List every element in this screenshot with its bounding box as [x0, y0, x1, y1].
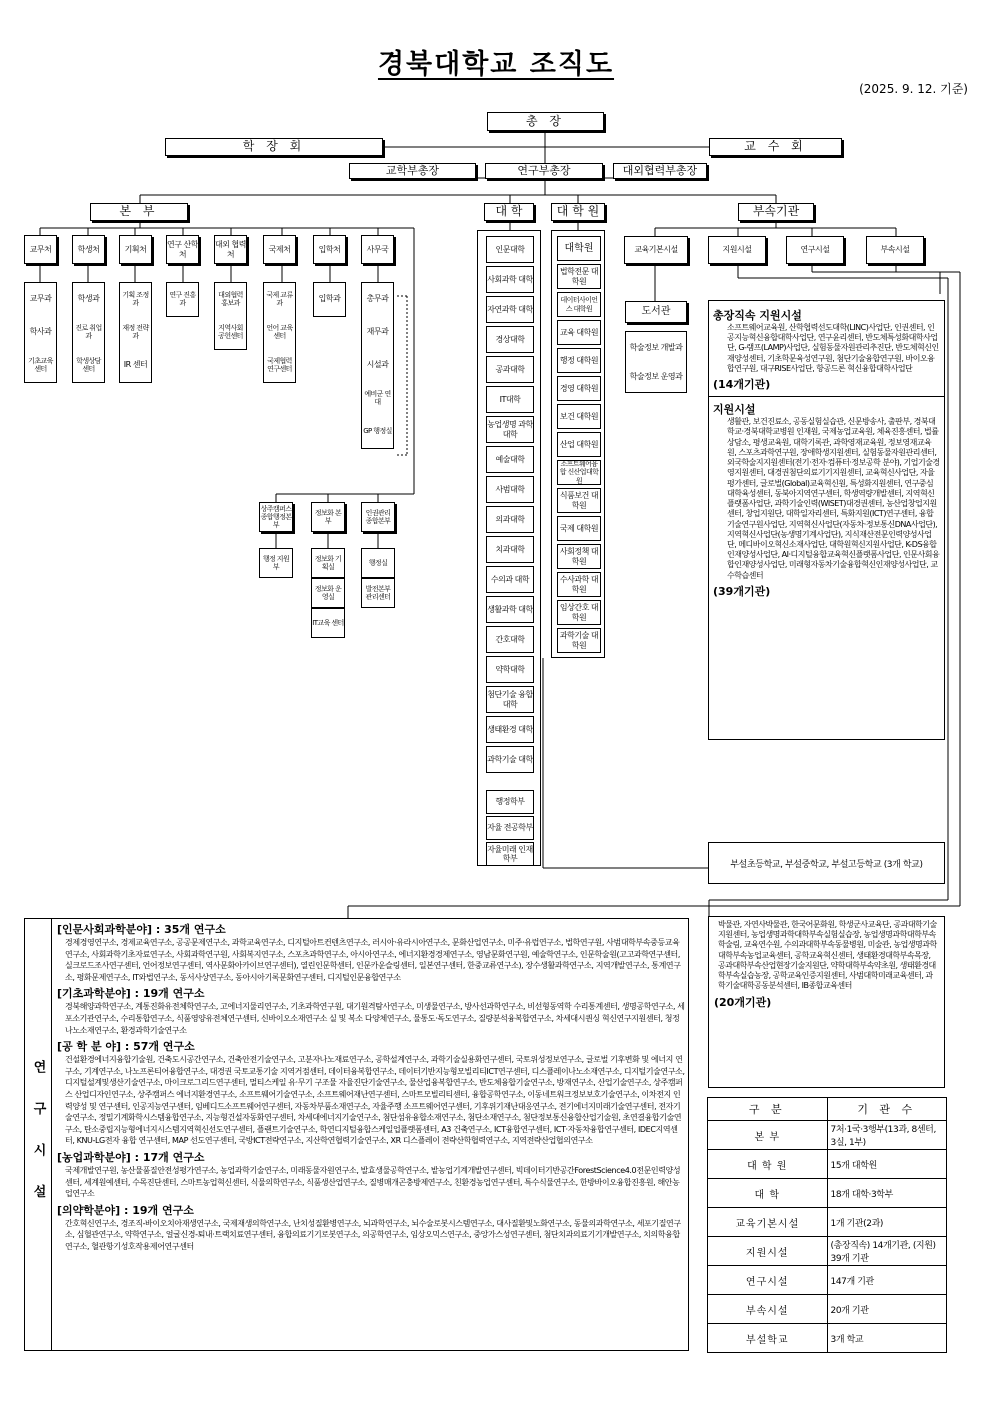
hq-lower-unit-1: 정보화 본부	[311, 502, 345, 532]
summary-row-3	[708, 1208, 947, 1237]
research-field-3	[57, 1149, 685, 1200]
college-item-3: 경상대학	[486, 326, 534, 353]
summary-row-4-value: (총장직속) 14개기관, (지원) 39개 기관	[827, 1237, 947, 1266]
hq-sub-unit-7-4: GP 행정실	[362, 416, 393, 446]
reference-date: (2025. 9. 12. 기준)	[859, 82, 968, 96]
annex-panel	[708, 916, 945, 1088]
summary-row-0-label: 본 부	[708, 1121, 828, 1150]
research-field-4	[57, 1202, 685, 1253]
hq-lower-unit-0: 상주캠퍼스 종합행정본부	[259, 502, 293, 532]
hq-sub-unit-4-0: 대외협력 홍보과	[215, 284, 246, 314]
research-field-list-0: 경제경영연구소, 경제교육연구소, 공공문제연구소, 과학교육연구소, 디지털아트컨텐츠연구소, 러시아·유라시아연구소, 문화산업연구소, 미주·유럽연구소, 법학연구원, 사범대학부속중등교육연구소, 사회과학기초자료연구소, 사회과학연구원, 사회복지연구소, 스포츠과학연구소, 아시아연구소, 에너지환경경제연구소, 영남문화연구원, 예술학연구소, 인문학술원(고고과학연구센터, 실크로드조사연구센터, 언어정보연구센터, 역사문화아카이브연구센터), 열린인문학센터, 인문카운슬링센터, 일본연구센터, 한중교류연구소), 장수생활과학연구소, 지역개발연구소, 통계연구소, 평화문제연구소, IT와법연구소, 동서사상연구소, 동아시아기록문화연구센터, 디지털인문융합연구소	[65, 938, 681, 982]
summary-row-0-value: 7처·1국·3행부(13과, 8센터, 3실, 1부)	[827, 1121, 947, 1150]
grad-school-item-14: 과학기술 대학원	[557, 628, 601, 653]
grad-school-item-11: 사회정책 대학원	[557, 544, 601, 569]
hq-sub-unit-1-2: 학생상담 센터	[73, 350, 104, 380]
college-item-17: 과학기술 대학	[486, 746, 534, 773]
summary-row-6-label: 부속시설	[708, 1295, 828, 1324]
affiliated-box: 부속기관	[738, 203, 814, 221]
annex-count: (20개기관)	[714, 995, 772, 1009]
summary-row-7-value: 3개 학교	[827, 1324, 947, 1353]
library-ops-unit: 학술정보 운영과	[629, 364, 683, 390]
college-lower-item-1: 자율 전공학부	[486, 816, 534, 840]
college-item-16: 생태환경 대학	[486, 716, 534, 743]
hq-unit-0: 교무처	[24, 235, 57, 264]
summary-row-4	[708, 1237, 947, 1266]
summary-row-3-label: 교육기본시설	[708, 1208, 828, 1237]
headquarters-box: 본 부	[90, 203, 188, 221]
hq-sub-unit-1-0: 학생과	[73, 284, 104, 314]
hq-sub-unit-2-2: IR 센터	[120, 350, 151, 380]
summary-row-1-value: 15개 대학원	[827, 1150, 947, 1179]
hq-sub-unit-1-1: 진로 취업과	[73, 317, 104, 347]
grad-school-item-9: 식품보건 대학원	[557, 488, 601, 513]
hq-sub-unit-0-2: 기초교육 센터	[25, 350, 56, 380]
hq-unit-7: 사무국	[361, 235, 394, 264]
summary-row-1-label: 대 학 원	[708, 1150, 828, 1179]
hq-lower-sub-1-0: 정보화 기획실	[311, 548, 345, 578]
college-item-12: 생활과학 대학	[486, 596, 534, 623]
hq-lower-sub-2-1: 발전본부 관리센터	[361, 578, 395, 608]
summary-header-label: 구 분	[708, 1098, 828, 1121]
summary-row-5	[708, 1266, 947, 1295]
summary-row-1	[708, 1150, 947, 1179]
grad-school-item-5: 경영 대학원	[557, 376, 601, 401]
hq-unit-2: 기획처	[119, 235, 152, 264]
college-item-2: 자연과학 대학	[486, 296, 534, 323]
summary-row-6	[708, 1295, 947, 1324]
affiliated-category-3: 부속시설	[866, 236, 924, 264]
presidential-title: 총장직속 지원시설	[713, 309, 802, 322]
presidential-count: (14개기관)	[713, 378, 771, 392]
support-list: 생활관, 보건진료소, 공동실험실습관, 신문방송사, 출판부, 경북대학교·경북대학교병원 인재원, 국제농업교육원, 체육진흥센터, 법률상담소, 평생교육원, 대학기록관, 과학영재교육원, 정보영재교육원, 스포츠과학연구원, 장애학생지원센터, 실험동물자원관리센터, 외국학술지지원센터(전기·전자·컴퓨터·정보공학 분야), 기업기술경영지원센터, 대경권첨단의료기기지원센터, 교육혁신사업단, 자율평가센터, 글로벌(Global)교육혁신원, 특성화지원센터, 연구중심대학육성센터, 동북아지역연구센터, 학생역량개발센터, 지역혁신플랫폼사업단, 과학기술인력(WISET)대경권센터, 농산업창업지원센터, 창업지원단, 대학일자리센터, 특화지원(ICT)연구센터, 융합기술연구원사업단, 지역혁신사업단(자동차·정보통신DNA사업단), 지역혁신사업단(농생명기계사업단), 지식재산전문인력양성사업단, 메디바이오혁신소재사업단, 대학원혁신지원사업단, K-DS융합인재양성사업단, AI·디지털융합교육혁신플랫폼사업단, 인문사회융합인재양성사업단, 미래형자동차기술융합혁신인재양성사업단, 교수학습센터	[727, 417, 940, 580]
hq-unit-3: 연구 산학처	[166, 235, 199, 264]
grad-school-item-1: 법학전문 대학원	[557, 264, 601, 289]
summary-row-7	[708, 1324, 947, 1353]
college-item-9: 의과대학	[486, 506, 534, 533]
college-item-0: 인문대학	[486, 236, 534, 263]
hq-lower-sub-2-0: 행정실	[361, 548, 395, 578]
vp-research-box: 연구부총장	[485, 163, 603, 179]
college-item-11: 수의과 대학	[486, 566, 534, 593]
vp-external-box: 대외협력부총장	[613, 163, 707, 179]
grad-school-item-7: 산업 대학원	[557, 432, 601, 457]
research-field-list-2: 건설환경에너지융합기술원, 건축도시공간연구소, 건축안전기술연구소, 고분자나노재료연구소, 공학설계연구소, 과학기술실용화연구센터, 국토위성정보연구소, 글로벌 기후변화 및 에너지 연구소, 기계연구소, 나노프론티어융합연구소, 대경권 국토교통기술 지역거점센터, 데이터융복합연구소, 데이터기반지능형모빌리티ICT연구센터, 디스플레이나노소재연구소, 디지털기술연구소, 디지털설계및생산기술연구소, 마이크로그리드연구센터, 멀티스케일 유·무기 구조물 자율진단기술연구소, 물산업융복합연구소, 반도체융합기술연구소, 방재연구소, 산업기술연구소, 상주캠퍼스 산업디자인연구소, 상주캠퍼스 에너지환경연구소, 소프트웨어기술연구소, 소프트웨어재난연구센터, 스마트모빌리티센터, 융합공학연구소, 이동네트워크정보보호기술연구소, 이차전지 인력양성 및 연구센터, 인공지능연구센터, 임베디드소프트웨어연구센터, 자동차부품소재연구소, 자율주행 소프트웨어연구센터, 기후위기재난대응연구소, 전기에너지미래기술연구센터, 전자기술연구소, 정밀기계화학시스템융합연구소, 지능형건설자동화연구센터, 차세대에너지기술연구소, 첨단섬유융합소재연구소, 첨단소재연구소, 첨단정보통신융합산업기술원, 초연결융합기술연구소, 탄소중립지능형에너지시스템지역혁신선도연구센터, 플랜트기술연구소, 학연디지털융합스케일업플랫폼센터, A3 건축연구소, ICT융합연구센터, ICT·자동차융합연구센터, IDEC지역센터, KNU-LG전자 융합 연구센터, MAP 선도연구센터, 국방ICT전략연구소, 지산학연협력기술연구소, XR 디스플레이 전략산학협력연구소, 지역전략산업협의연구소	[65, 1055, 685, 1146]
research-vertical-label: 연 구 시 설	[30, 1059, 46, 1210]
colleges-box: 대 학	[484, 203, 534, 221]
hq-lower-sub-0-0: 행정 지원부	[259, 548, 293, 578]
grad-school-item-13: 임상간호 대학원	[557, 600, 601, 625]
hq-sub-unit-0-0: 교무과	[25, 284, 56, 314]
summary-row-2-label: 대 학	[708, 1179, 828, 1208]
hq-unit-4: 대외 협력처	[214, 235, 247, 264]
schools-text: 부설초등학교, 부설중학교, 부설고등학교 (3개 학교)	[730, 859, 923, 870]
college-item-5: IT대학	[486, 386, 534, 413]
hq-sub-unit-7-3: 예비군 연대	[362, 383, 393, 413]
college-item-13: 간호대학	[486, 626, 534, 653]
support-title: 지원시설	[713, 403, 756, 417]
college-item-6: 농업생명 과학대학	[486, 416, 534, 443]
research-field-2	[57, 1038, 685, 1147]
hq-sub-unit-5-2: 국제협력 연구센터	[264, 350, 295, 380]
hq-sub-unit-7-2: 시설과	[362, 350, 393, 380]
grad-schools-box: 대 학 원	[551, 203, 605, 221]
hq-sub-unit-7-1: 재무과	[362, 317, 393, 347]
hq-sub-unit-0-1: 학사과	[25, 317, 56, 347]
hq-sub-unit-7-0: 총무과	[362, 284, 393, 314]
vp-academic-box: 교학부총장	[349, 163, 476, 179]
summary-row-5-value: 147개 기관	[827, 1266, 947, 1295]
grad-school-item-8: 소프트웨어융합 신산업대학원	[557, 460, 601, 485]
summary-row-3-value: 1개 기관(2과)	[827, 1208, 947, 1237]
grad-school-item-12: 수사과학 대학원	[557, 572, 601, 597]
college-item-15: 첨단기술 융합대학	[486, 686, 534, 713]
grad-school-item-6: 보건 대학원	[557, 404, 601, 429]
support-count: (39개기관)	[713, 584, 771, 598]
summary-header-value: 기 관 수	[827, 1098, 947, 1121]
grad-school-item-0: 대학원	[557, 236, 601, 261]
college-lower-item-2: 자율미래 인재학부	[486, 842, 534, 866]
summary-row-2-value: 18개 대학·3학부	[827, 1179, 947, 1208]
college-item-1: 사회과학 대학	[486, 266, 534, 293]
research-field-0	[57, 921, 685, 983]
college-item-7: 예술대학	[486, 446, 534, 473]
research-label-column	[25, 919, 52, 1350]
hq-sub-unit-3-0: 연구 진흥과	[167, 284, 198, 314]
academic-council-box: 학 장 회	[165, 138, 383, 156]
summary-row-0	[708, 1121, 947, 1150]
grad-school-item-10: 국제 대학원	[557, 516, 601, 541]
research-field-title-1: [기초과학분야] : 19개 연구소	[57, 987, 205, 1001]
presidential-list: 소프트웨어교육원, 산학협력선도대학(LINC)사업단, 인권센터, 인공지능혁신융합대학사업단, 연구윤리센터, 반도체특성화대학사업단, G-램프(LAMP)사업단, 실험동물자원관리추진단, 반도체혁신인재양성센터, 기초학문육성연구원, 첨단기술융합연구원, 바이오융합연구원, 대구RISE사업단, 항공드론 혁신융합대학사업단	[727, 323, 939, 373]
summary-row-6-value: 20개 기관	[827, 1295, 947, 1324]
research-panel	[24, 918, 689, 1351]
college-item-4: 공과대학	[486, 356, 534, 383]
grad-school-item-2: 데이터사이언스 대학원	[557, 292, 601, 317]
faculty-council-box: 교 수 회	[709, 138, 842, 156]
library-dev-unit: 학술정보 개발과	[629, 335, 683, 361]
college-item-14: 약학대학	[486, 656, 534, 683]
college-item-8: 사범대학	[486, 476, 534, 503]
president-box: 총 장	[487, 112, 604, 131]
library-box: 도서관	[625, 301, 687, 323]
research-fields	[57, 919, 685, 1252]
summary-table	[707, 1097, 947, 1353]
grad-school-item-3: 교육 대학원	[557, 320, 601, 345]
page-title: 경북대학교 조직도	[377, 49, 615, 80]
summary-row-2	[708, 1179, 947, 1208]
affiliated-category-2: 연구시설	[786, 236, 844, 264]
hq-sub-unit-5-0: 국제 교류과	[264, 284, 295, 314]
research-field-title-0: [인문사회과학분야] : 35개 연구소	[57, 923, 226, 936]
college-lower-item-0: 행정학부	[486, 790, 534, 814]
research-field-list-1: 경북해양과학연구소, 계통진화유전체학연구소, 고에너지물리연구소, 기초과학연구원, 대기원격탐사연구소, 미생물연구소, 방사선과학연구소, 비선형동역학 수리통계센터, 생명공학연구소, 세포소기관연구소, 수리통합연구소, 식품영양유전체연구센터, 신바이오소재연구소 실 및 복소 다양체연구소, 물통도·독도연구소, 질량분석융복합연구소, 차세대시퀀싱 혁신연구지원센터, 청정나노소재연구소, 환경과학기술연구소	[65, 1002, 685, 1035]
summary-row-4-label: 지원시설	[708, 1237, 828, 1266]
hq-lower-unit-2: 인권관리 종합본부	[361, 502, 395, 532]
research-field-title-2: [공 학 분 야] : 57개 연구소	[57, 1040, 195, 1054]
hq-sub-unit-2-0: 기획 조정과	[120, 284, 151, 314]
research-field-list-4: 간호혁신연구소, 경조직-바이오치아재생연구소, 국제재생의학연구소, 난치성질환병연구소, 뇌과학연구소, 뇌수술로봇시스템연구소, 대사질환및노화연구소, 동물의과학연구소, 세포기질연구소, 심혈관연구소, 약학연구소, 얼굴신경-퇴내·트랙치료연구센터, 융합의료기기로봇연구소, 의공학연구소, 임상오믹스연구소, 중앙가스성연구센터, 첨단치과의료기기개발연구소, 치의학융합연구소, 혈관항기성호작용제어연구센터	[65, 1218, 681, 1251]
schools-panel	[708, 842, 945, 884]
hq-sub-unit-4-1: 지역사회 공헌센터	[215, 317, 246, 347]
summary-row-5-label: 연구시설	[708, 1266, 828, 1295]
summary-row-7-label: 부설학교	[708, 1324, 828, 1353]
summary-header	[708, 1098, 947, 1121]
annex-list: 박물관, 자연사박물관, 한국어문화원, 학생군사교육단, 공과대학기술지원센터, 농업생명과학대학부속실험실습장, 농업생명과학대학부속학술림, 교육연수원, 수의과대학부속동물병원, 미술관, 농업생명과학대학부속농업교육센터, 공학교육혁신센터, 생태환경대학부속목장, 공과대학부속산업현장기술지원단, 약학대학부속약초원, 생태환경대학부속실습농장, 공학교육인증지원센터, 사범대학미래교육센터, 과학기술대학공동분석센터, IB종합교육센터	[718, 920, 937, 991]
hq-sub-unit-6-0: 입학과	[314, 284, 345, 314]
hq-sub-unit-5-1: 언어 교육센터	[264, 317, 295, 347]
hq-unit-5: 국제처	[263, 235, 296, 264]
hq-lower-sub-1-2: IT교육 센터	[311, 608, 345, 638]
research-field-title-3: [농업과학분야] : 17개 연구소	[57, 1150, 205, 1164]
hq-sub-unit-2-1: 재정 전략과	[120, 317, 151, 347]
research-field-list-3: 국제개발연구원, 농산물품질안전성평가연구소, 농업과학기술연구소, 미래동물자원연구소, 발효생물공학연구소, 밭농업기계개발연구센터, 빅데이터기반공간ForestScience4.0전문인력양성센터, 세계원예센터, 수목진단센터, 스마트농업혁신센터, 식물의학연구소, 식품생산업연구소, 질병매개곤충방제연구소, 친환경농업연구센터, 특수식물연구소, 한방바이오융합진흥원, 해안농업연구소	[65, 1165, 681, 1199]
affiliated-category-0: 교육기본시설	[624, 236, 688, 264]
research-field-title-4: [의약학분야] : 19개 연구소	[57, 1203, 194, 1217]
affiliated-category-1: 지원시설	[708, 236, 766, 264]
hq-unit-6: 입학처	[313, 235, 346, 264]
support-facilities-panel	[708, 300, 945, 740]
hq-lower-sub-1-1: 정보화 운영실	[311, 578, 345, 608]
hq-unit-1: 학생처	[72, 235, 105, 264]
grad-school-item-4: 행정 대학원	[557, 348, 601, 373]
college-item-10: 치과대학	[486, 536, 534, 563]
research-field-1	[57, 985, 685, 1036]
